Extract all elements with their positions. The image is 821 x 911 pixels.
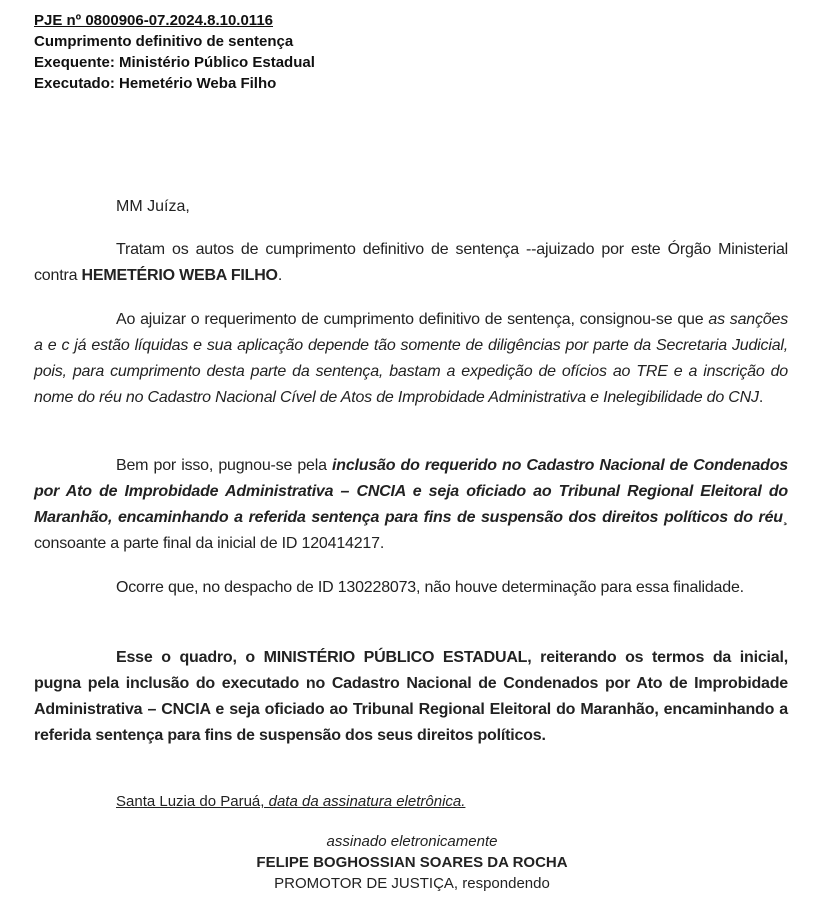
- p2-quote: as sanções a e c já estão líquidas e sua aplicação depende tão somente de diligências por parte da Secretaria Judicial, pois, para cumprimento desta parte da sentença, bastam a expedição de ofícios ao TRE e a inscrição do nome do réu no Cadastro Nacional Cível de Atos de Improbidade Administrativa e Inelegibilidade do CNJ: [34, 311, 788, 406]
- signature-block: [232, 831, 592, 894]
- p1-end: .: [277, 267, 283, 284]
- greeting: MM Juíza,: [116, 198, 190, 215]
- p1-defendant-name: HEMETÉRIO WEBA FILHO: [81, 267, 278, 284]
- paragraph-4: [34, 575, 788, 601]
- signer-name: FELIPE BOGHOSSIAN SOARES DA ROCHA: [256, 854, 568, 871]
- p3-end: ¸ consoante a parte final da inicial de ID 120414217.: [34, 509, 788, 552]
- paragraph-2: [34, 307, 788, 411]
- p4-text: Ocorre que, no despacho de ID 130228073, não houve determinação para essa finalidade.: [116, 579, 744, 596]
- exequente: Exequente: Ministério Público Estadual: [34, 54, 315, 71]
- p1-text: Tratam os autos de cumprimento definitivo de sentença --ajuizado por este Órgão Ministerial contra: [34, 241, 788, 284]
- signature-note: assinado eletronicamente: [326, 833, 498, 850]
- p3-request: inclusão do requerido no Cadastro Nacional de Condenados por Ato de Improbidade Administrativa – CNCIA e seja oficiado ao Tribunal Regional Eleitoral do Maranhão, encaminhando a referida sentença para fins de suspensão dos direitos políticos do réu: [34, 457, 788, 526]
- p2-end: .: [758, 389, 764, 406]
- date-note: data da assinatura eletrônica.: [264, 793, 466, 810]
- paragraph-5: [34, 645, 788, 749]
- paragraph-3: [34, 453, 788, 557]
- p5-text: Esse o quadro, o MINISTÉRIO PÚBLICO ESTADUAL, reiterando os termos da inicial, pugna pela inclusão do executado no Cadastro Nacional de Condenados por Ato de Improbidade Administrativa – CNCIA e seja oficiado ao Tribunal Regional Eleitoral do Maranhão, encaminhando a referida sentença para fins de suspensão dos seus direitos políticos.: [34, 649, 788, 744]
- executado: Executado: Hemetério Weba Filho: [34, 75, 277, 92]
- place: Santa Luzia do Paruá,: [116, 793, 265, 810]
- p2-text: Ao ajuizar o requerimento de cumprimento definitivo de sentença, consignou-se que: [116, 311, 709, 328]
- p3-text: Bem por isso, pugnou-se pela: [116, 457, 332, 474]
- action-type: Cumprimento definitivo de sentença: [34, 33, 294, 50]
- place-date-line: [116, 793, 465, 810]
- case-header: [34, 10, 315, 94]
- signer-role: PROMOTOR DE JUSTIÇA, respondendo: [274, 875, 550, 892]
- process-number: PJE nº 0800906-07.2024.8.10.0116: [34, 12, 274, 29]
- paragraph-1: [34, 237, 788, 289]
